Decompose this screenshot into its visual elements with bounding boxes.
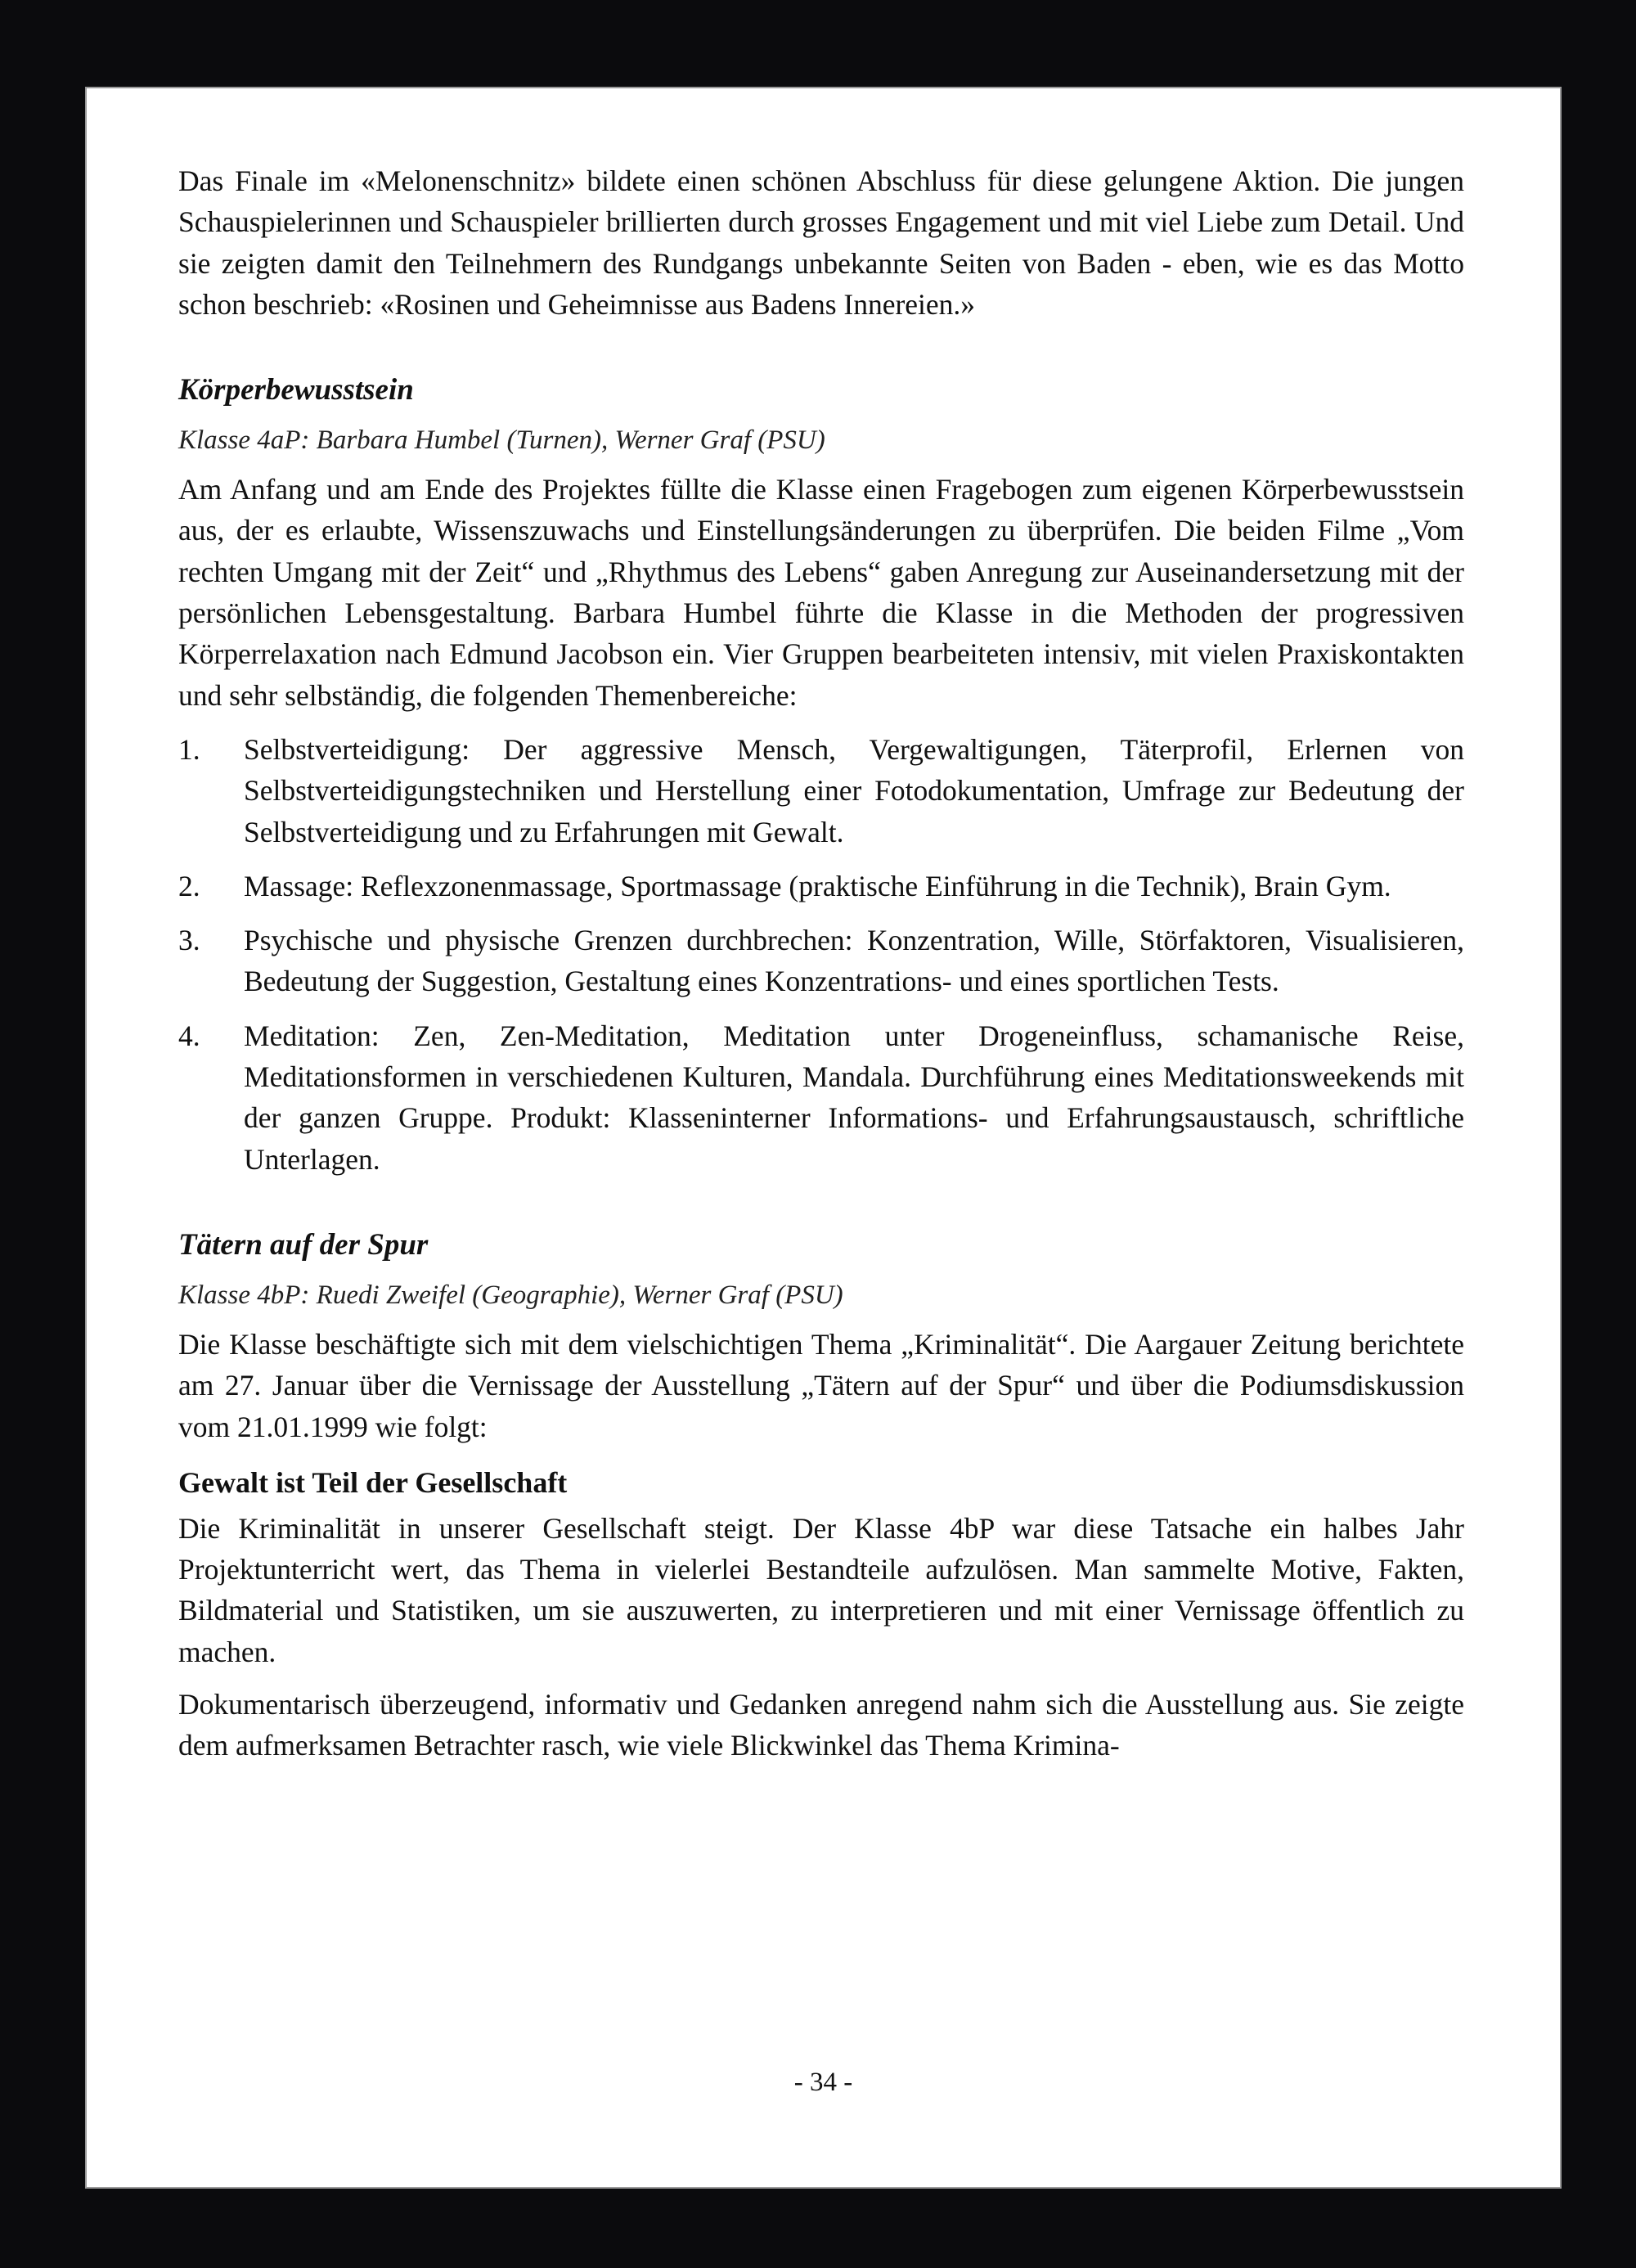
page-content <box>178 160 1464 1766</box>
section-koerperbewusstsein <box>178 369 1464 1180</box>
list-item-number: 1. <box>178 732 200 766</box>
list-item <box>178 920 1464 1002</box>
section-subtitle: Klasse 4bP: Ruedi Zweifel (Geographie), Werner Graf (PSU) <box>178 1280 843 1310</box>
list-item-number: 3. <box>178 924 200 957</box>
list-item <box>178 729 1464 853</box>
list-item-text: Psychische und physische Grenzen durchbrechen: Konzentration, Wille, Störfaktoren, Visualisieren, Bedeutung der Suggestion, Gestaltung eines Konzentrations- und eines sportlichen Tests. <box>244 924 1464 998</box>
intro-paragraph: Das Finale im «Melonenschnitz» bildete einen schönen Abschluss für diese gelungene Aktion. Die jungen Schauspielerinnen und Schauspieler brillierten durch grosses Engagement und mit viel Liebe zum Detail. Und sie zeigten damit den Teilnehmern des Rundgangs unbekannte Seiten von Baden - eben, wie es das Motto schon beschrieb: «Rosinen und Geheimnisse aus Badens Innereien.» <box>178 164 1464 321</box>
section-title: Tätern auf der Spur <box>178 1227 429 1262</box>
section-paragraph: Die Klasse beschäftigte sich mit dem vielschichtigen Thema „Kriminalität“. Die Aargauer Zeitung berichtete am 27. Januar über die Vernissage der Ausstellung „Tätern auf der Spur“ und über die Podiumsdiskussion vom 21.01.1999 wie folgt: <box>178 1327 1464 1443</box>
list-item-text: Massage: Reflexzonenmassage, Sportmassage (praktische Einführung in die Technik), Brain Gym. <box>244 869 1391 902</box>
section-subtitle: Klasse 4aP: Barbara Humbel (Turnen), Werner Graf (PSU) <box>178 425 825 456</box>
list-item <box>178 866 1464 907</box>
list-item-text: Selbstverteidigung: Der aggressive Mensch, Vergewaltigungen, Täterprofil, Erlernen von Selbstverteidigungstechniken und Herstellung einer Fotodokumentation, Umfrage zur Bedeutung der Selbstverteidigung und zu Erfahrungen mit Gewalt. <box>244 732 1464 848</box>
list-item-number: 2. <box>178 869 200 902</box>
article-paragraph: Die Kriminalität in unserer Gesellschaft steigt. Der Klasse 4bP war diese Tatsache ein halbes Jahr Projektunterricht wert, das Thema in vielerlei Bestandteile aufzulösen. Man sammelte Motive, Fakten, Bildmaterial und Statistiken, um sie auszuwerten, zu interpretieren und mit einer Vernissage öffentlich zu machen. <box>178 1511 1464 1668</box>
section-title: Körperbewusstsein <box>178 373 414 407</box>
list-item-text: Meditation: Zen, Zen-Meditation, Meditation unter Drogeneinfluss, schamanische Reise, Meditationsformen in verschiedenen Kulturen, Mandala. Durchführung eines Meditationsweekends mit der ganzen Gruppe. Produkt: Klasseninterner Informations- und Erfahrungsaustausch, schriftliche Unterlagen. <box>244 1019 1464 1176</box>
list-item-number: 4. <box>178 1019 200 1052</box>
article-heading: Gewalt ist Teil der Gesellschaft <box>178 1465 568 1499</box>
topics-list <box>178 729 1464 1180</box>
document-page <box>87 88 1560 2187</box>
article-paragraph: Dokumentarisch überzeugend, informativ und Gedanken anregend nahm sich die Ausstellung aus. Sie zeigte dem aufmerksamen Betrachter rasch, wie viele Blickwinkel das Thema Krimina- <box>178 1688 1464 1762</box>
page-number: - 34 - <box>793 2068 853 2097</box>
section-taetern-auf-der-spur <box>178 1224 1464 1766</box>
list-item <box>178 1015 1464 1180</box>
section-paragraph: Am Anfang und am Ende des Projektes füllte die Klasse einen Fragebogen zum eigenen Körperbewusstsein aus, der es erlaubte, Wissenszuwachs und Einstellungsänderungen zu überprüfen. Die beiden Filme „Vom rechten Umgang mit der Zeit“ und „Rhythmus des Lebens“ gaben Anregung zur Auseinandersetzung mit der persönlichen Lebensgestaltung. Barbara Humbel führte die Klasse in die Methoden der progressiven Körperrelaxation nach Edmund Jacobson ein. Vier Gruppen bearbeiteten intensiv, mit vielen Praxiskontakten und sehr selbständig, die folgenden Themenbereiche: <box>178 473 1464 712</box>
